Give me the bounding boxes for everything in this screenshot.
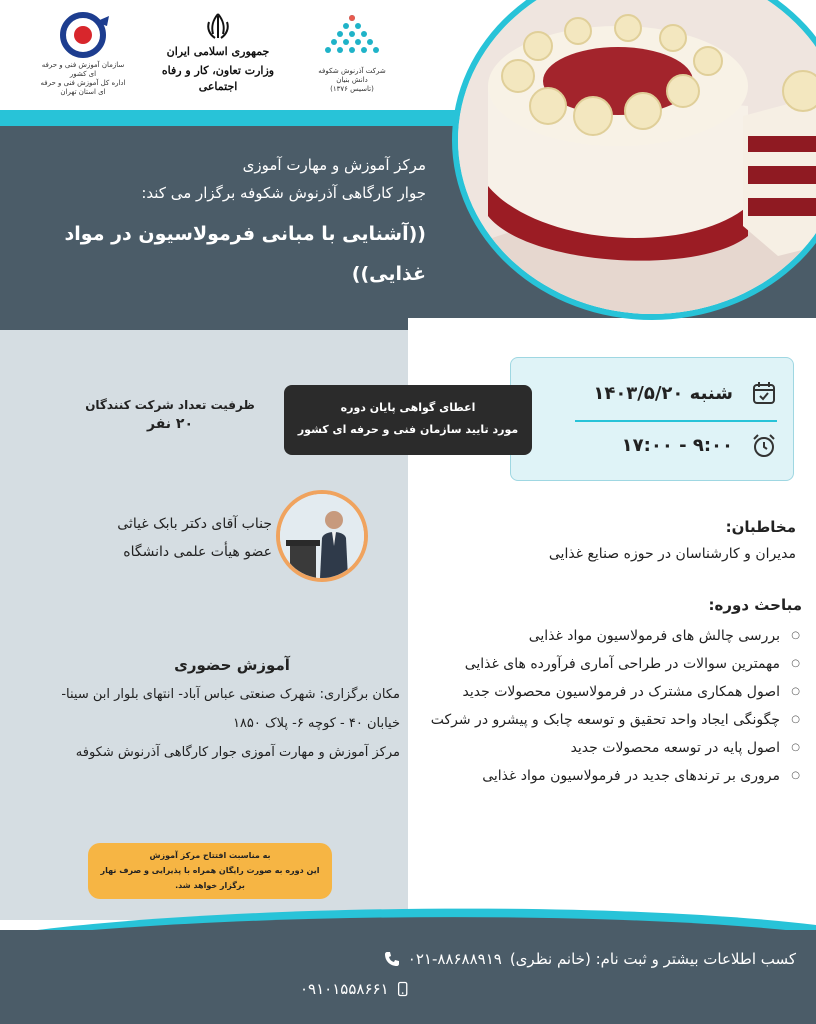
topic-item: ○ بررسی چالش های فرمولاسیون مواد غذایی (420, 622, 802, 650)
vocational-org-emblem-icon (55, 12, 111, 58)
time-row (531, 420, 777, 470)
phone-number[interactable]: ۰۲۱-۸۸۶۸۸۹۱۹ (407, 950, 502, 968)
certificate-line1: اعطای گواهی پایان دوره (340, 401, 476, 414)
note-line3: برگزار خواهد شد. (175, 881, 245, 890)
calendar-icon (751, 380, 777, 406)
topics-section (420, 590, 802, 790)
topic-item: ○ اصول پایه در توسعه محصولات جدید (420, 734, 802, 762)
topic-item: ○ چگونگی ایجاد واحد تحقیق و توسعه چابک و پیشرو در شرکت (420, 706, 802, 734)
alarm-clock-icon (751, 432, 777, 458)
venue-line1: مکان برگزاری: شهرک صنعتی عباس آباد- انتهای بلوار ابن سینا- (61, 687, 400, 702)
certificate-badge (284, 385, 532, 455)
organizer-subtitle: جوار کارگاهی آذرنوش شکوفه برگزار می کند: (141, 184, 426, 202)
note-line1: به مناسبت افتتاح مرکز آموزش (149, 851, 271, 860)
company-logo (312, 12, 392, 94)
instructor-photo (280, 494, 364, 578)
topics-heading: مباحث دوره: (708, 596, 802, 614)
ministry-name-line2: وزارت تعاون، کار و رفاه اجتماعی (161, 63, 275, 93)
audience-section (420, 514, 796, 568)
audience-heading: مخاطبان: (725, 518, 796, 536)
schedule-card (510, 357, 794, 481)
vocational-org-caption: سازمان آموزش فنی و حرفه ای کشور اداره کل آموزش فنی و حرفه ای استان تهران (40, 61, 126, 97)
free-course-note (88, 843, 332, 899)
date-row (531, 368, 777, 418)
iran-emblem-icon (203, 12, 233, 42)
note-line2: این دوره به صورت رایگان همراه با پذیرایی و صرف نهار (100, 866, 320, 875)
venue-line2: خیابان ۴۰ - کوچه ۶- پلاک ۱۸۵۰ (232, 716, 400, 731)
certificate-line2: مورد تایید سازمان فنی و حرفه ای کشور (297, 423, 519, 436)
ministry-name-line1: جمهوری اسلامی ایران (166, 45, 270, 58)
course-time: ۹:۰۰ - ۱۷:۰۰ (621, 434, 733, 456)
topic-item: ○ مروری بر ترندهای جدید در فرمولاسیون مواد غذایی (420, 762, 802, 790)
course-title: ((آشنایی با مبانی فرمولاسیون در مواد غذایی)) (64, 223, 426, 285)
capacity-info (60, 398, 280, 432)
phone-icon (384, 951, 400, 967)
contact-label: کسب اطلاعات بیشتر و ثبت نام: (خانم نظری) (509, 950, 796, 968)
company-caption: شرکت آذرنوش شکوفه دانش بنیان (تاسیس ۱۳۷۶) (318, 67, 386, 94)
capacity-value: ۲۰ نفر (146, 416, 193, 432)
vocational-org-logo (38, 12, 128, 97)
instructor-role: عضو هیأت علمی دانشگاه (123, 544, 272, 560)
location-section (24, 650, 400, 767)
ministry-logo (148, 12, 288, 96)
topic-item: ○ اصول همکاری مشترک در فرمولاسیون محصولات جدید (420, 678, 802, 706)
mobile-phone-icon (397, 980, 408, 998)
topic-item: ○ مهمترین سوالات در طراحی آماری فرآورده های غذایی (420, 650, 802, 678)
venue-line3: مرکز آموزش و مهارت آموزی جوار کارگاهی آذرنوش شکوفه (75, 745, 400, 760)
capacity-label: ظرفیت تعداد شرکت کنندگان (85, 398, 255, 412)
instructor-name: جناب آقای دکتر بابک غیاثی (117, 516, 272, 532)
training-mode: آموزش حضوری (174, 656, 290, 674)
topics-list (420, 622, 802, 790)
instructor-avatar (276, 490, 368, 582)
mobile-number[interactable]: ۰۹۱۰۱۵۵۸۶۶۱ (300, 980, 389, 998)
instructor-info (40, 510, 272, 566)
audience-text: مدیران و کارشناسان در حوزه صنایع غذایی (548, 546, 796, 562)
contact-info (300, 944, 796, 1004)
event-intro (6, 152, 426, 294)
mobile-row (300, 974, 796, 1004)
phone-row (300, 944, 796, 974)
course-date: شنبه ۱۴۰۳/۵/۲۰ (593, 382, 733, 404)
section-divider (0, 318, 816, 358)
organizer-name: مرکز آموزش و مهارت آموزی (242, 156, 426, 174)
company-dot-pyramid-icon (324, 12, 380, 64)
